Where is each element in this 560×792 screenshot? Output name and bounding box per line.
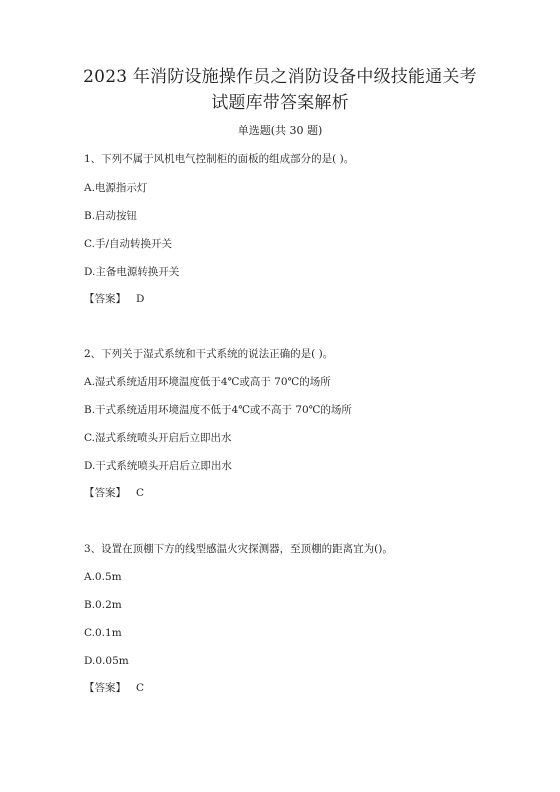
question-2-option-a: A.湿式系统适用环境温度低于4℃或高于 70℃的场所 — [84, 376, 331, 388]
answer-value: D — [136, 293, 145, 305]
question-2-option-b: B.干式系统适用环境温度不低于4℃或不高于 70℃的场所 — [84, 404, 352, 416]
question-3-stem: 3、设置在顶棚下方的线型感温火灾探测器，至顶棚的距离宜为()。 — [84, 543, 393, 555]
answer-tag: 【答案】 — [84, 682, 126, 694]
question-1-option-a: A.电源指示灯 — [84, 182, 148, 194]
title-line-1: 2023 年消防设施操作员之消防设备中级技能通关考 — [83, 67, 477, 87]
question-2-option-c: C.湿式系统喷头开启后立即出水 — [84, 432, 232, 444]
question-1-stem: 1、下列不属于风机电气控制柜的面板的组成部分的是( )。 — [84, 153, 355, 165]
question-3-option-c: C.0.1m — [84, 627, 122, 639]
document-title — [40, 64, 520, 116]
question-1-option-d: D.主备电源转换开关 — [84, 266, 180, 278]
question-2-stem: 2、下列关于湿式系统和干式系统的说法正确的是( )。 — [84, 348, 334, 360]
answer-value: C — [136, 682, 145, 694]
question-2-option-d: D.干式系统喷头开启后立即出水 — [84, 460, 232, 472]
answer-tag: 【答案】 — [84, 293, 126, 305]
section-label: 单选题(共 30 题) — [237, 124, 323, 137]
title-line-2: 试题库带答案解析 — [211, 93, 349, 113]
question-1-answer — [84, 291, 144, 307]
question-1-option-c: C.手/自动转换开关 — [84, 238, 173, 250]
answer-value: C — [136, 487, 145, 499]
question-3-option-b: B.0.2m — [84, 599, 122, 611]
answer-tag: 【答案】 — [84, 487, 126, 499]
question-3-answer — [84, 680, 144, 696]
question-3-option-a: A.0.5m — [84, 571, 122, 583]
question-2-answer — [84, 485, 144, 501]
question-3-option-d: D.0.05m — [84, 655, 129, 667]
question-1-option-b: B.启动按钮 — [84, 210, 138, 222]
